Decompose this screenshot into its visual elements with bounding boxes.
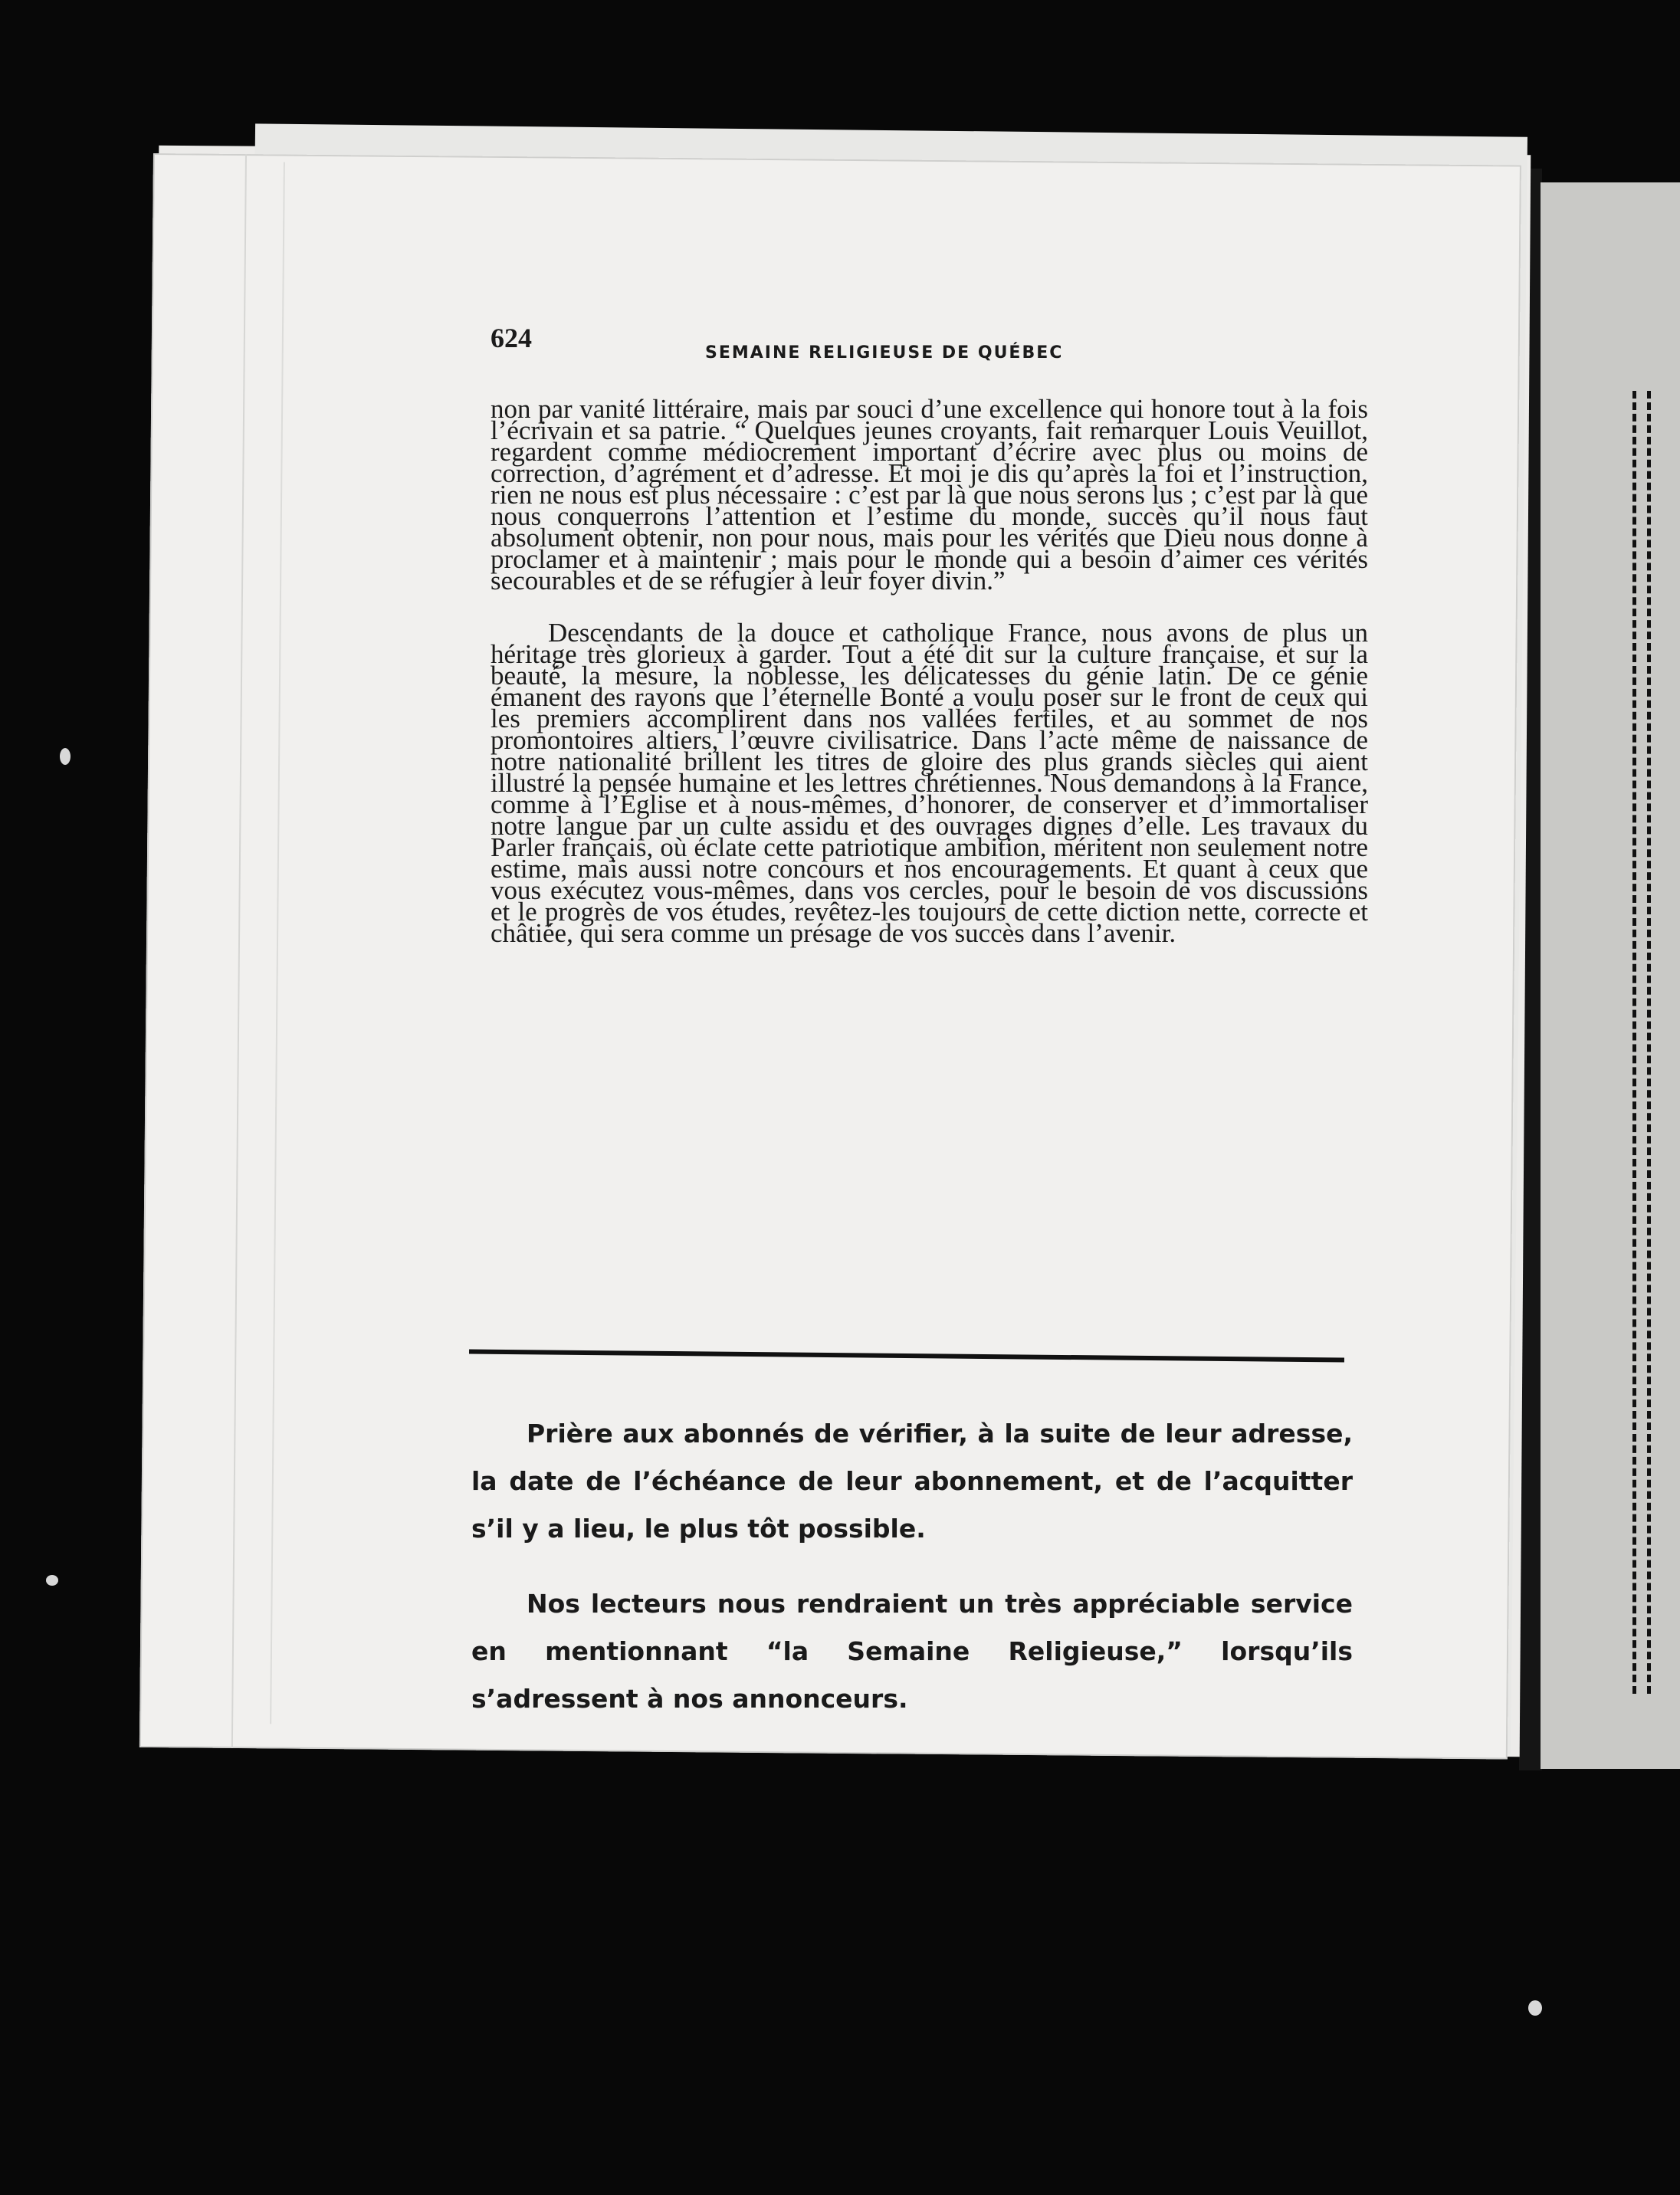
notice-advertisers: Nos lecteurs nous rendraient un très appréciable service en mentionnant “la Semaine Religieuse,” lorsqu’ils s’adressent à nos annonceurs. xyxy=(471,1589,1353,1714)
facing-page-ornamental-border xyxy=(1632,391,1651,1694)
film-speck xyxy=(46,1575,58,1586)
page-edge-line xyxy=(270,162,285,1724)
film-speck xyxy=(60,748,71,765)
page-number: 624 xyxy=(491,323,532,353)
notice-subscription: Prière aux abonnés de vérifier, à la suite de leur adresse, la date de l’échéance de leur abonnement, et de l’acquitter s’il y a lieu, le plus tôt possible. xyxy=(471,1419,1353,1544)
body-text xyxy=(491,394,1368,948)
paragraph-heritage: Descendants de la douce et catholique France, nous avons de plus un héritage très glorieux à garder. Tout a été dit sur la culture française, et sur la beauté, la mesure, la noblesse, les délicatesses du génie latin. De ce génie émanent des rayons que l’éternelle Bonté a voulu poser sur le front de ceux qui les premiers accomplirent dans nos vallées fertiles, et au sommet de nos promontoires altiers, l’œuvre civilisatrice. Dans l’acte même de naissance de notre nationalité brillent les titres de gloire des plus grands siècles qui aient illustré la pensée humaine et les lettres chrétiennes. Nous demandons à la France, comme à l’Église et à nous-mêmes, d’honorer, de conserver et d’immortaliser notre langue par un culte assidu et des ouvrages dignes d’elle. Les travaux du Parler français, où éclate cette patriotique ambition, méritent non seulement notre estime, mais aussi notre concours et nos encouragements. Et quant à ceux que vous exécutez vous-mêmes, dans vos cercles, pour le besoin de vos discussions et le progrès de vos études, revêtez-les toujours de cette diction nette, correcte et châtiée, qui sera comme un présage de vos succès dans l’avenir. xyxy=(491,618,1368,948)
page-edge-line xyxy=(231,154,247,1748)
paragraph-quotation: non par vanité littéraire, mais par souci d’une excellence qui honore tout à la fois l’écrivain et sa patrie. “ Quelques jeunes croyants, fait remarquer Louis Veuillot, regardent comme médiocrement important d’écrire avec plus ou moins de correction, d’agrément et d’adresse. Et moi je dis qu’après la foi et l’instruction, rien ne nous est plus nécessaire : c’est par là que nous serons lus ; c’est par là que nous conquerrons l’attention et l’estime du monde, succès qu’il nous faut absolument obtenir, non pour nous, mais pour les vérités que Dieu nous donne à proclamer et à maintenir ; mais pour le monde qui a besoin d’aimer ces vérités secourables et de se réfugier à leur foyer divin.” xyxy=(491,394,1368,596)
facing-page xyxy=(1541,182,1680,1769)
running-title: SEMAINE RELIGIEUSE DE QUÉBEC xyxy=(705,343,1064,363)
film-speck xyxy=(1528,2000,1542,2016)
subscriber-notices xyxy=(471,1410,1353,1723)
